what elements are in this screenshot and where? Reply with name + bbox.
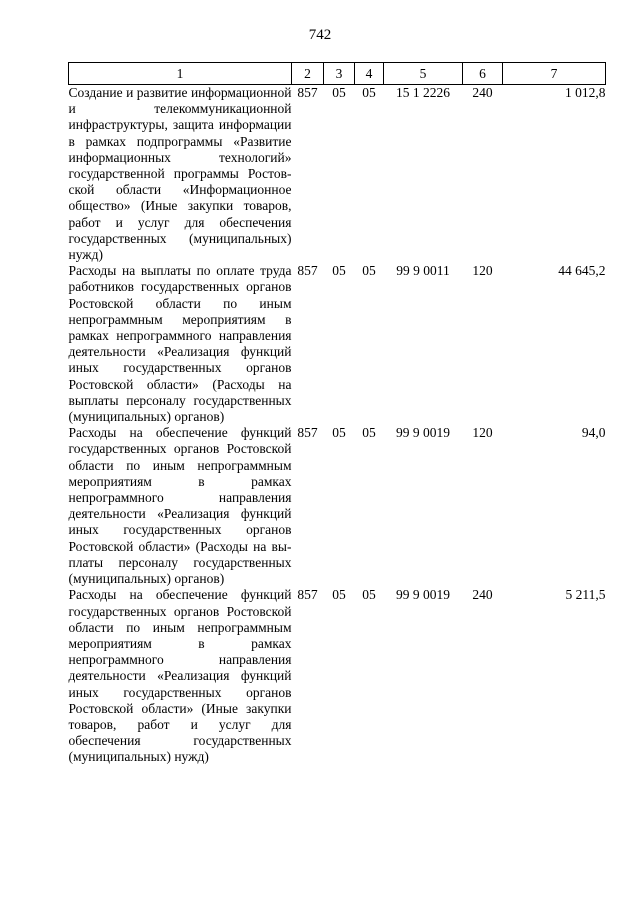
amount-value: 1 012,8 — [565, 85, 606, 100]
target-article-code: 99 9 0019 — [396, 425, 450, 441]
table-header-row — [69, 63, 606, 85]
section-code: 05 — [332, 263, 346, 279]
target-article-code: 15 1 2226 — [396, 85, 450, 100]
budget-table — [68, 62, 606, 766]
section-code: 05 — [332, 85, 346, 100]
ministry-code: 857 — [297, 85, 318, 100]
column-header-5: 5 — [384, 63, 463, 85]
subsection-code: 05 — [362, 85, 376, 100]
subsection-code: 05 — [362, 263, 376, 279]
page-number: 742 — [308, 27, 332, 43]
table-row — [69, 263, 606, 425]
table-row — [69, 85, 606, 264]
column-header-3: 3 — [324, 63, 355, 85]
expense-description: Создание и развитие информационной и телекоммуникационной инфраструктуры, защита информации в рамках подпрограммы «Развитие информационных технологий» государственной программы Ростовской области «Информационное общество» (Иные закупки товаров, работ и услуг для обеспечения государственных (муниципальных) нужд) — [68, 85, 292, 263]
section-code: 05 — [332, 425, 346, 441]
expense-type-code: 120 — [472, 263, 493, 279]
expense-type-code: 120 — [472, 425, 493, 441]
column-header-2: 2 — [292, 63, 324, 85]
ministry-code: 857 — [297, 425, 318, 441]
table-row — [69, 587, 606, 765]
expense-type-code: 240 — [472, 587, 493, 603]
target-article-code: 99 9 0019 — [396, 587, 450, 603]
amount-value: 44 645,2 — [558, 263, 606, 279]
subsection-code: 05 — [362, 425, 376, 441]
subsection-code: 05 — [362, 587, 376, 603]
section-code: 05 — [332, 587, 346, 603]
column-header-7: 7 — [503, 63, 606, 85]
amount-value: 94,0 — [581, 425, 606, 441]
expense-description: Расходы на обеспечение функций государственных органов Ростовской области по иным непрограммным мероприятиям в рамках непрограммного направления деятельности «Реализация функций иных государственных органов Ростовской области» (Расходы на выплаты персоналу государственных (муниципальных) органов) — [68, 425, 292, 587]
column-header-6: 6 — [463, 63, 503, 85]
expense-type-code: 240 — [472, 85, 493, 100]
column-header-4: 4 — [355, 63, 384, 85]
expense-description: Расходы на обеспечение функций государственных органов Ростовской области по иным непрограммным мероприятиям в рамках непрограммного направления деятельности «Реализация функций иных государственных органов Ростовской области» (Иные закупки товаров, работ и услуг для обеспечения государственных (муниципальных) нужд) — [68, 587, 292, 765]
amount-value: 5 211,5 — [565, 587, 606, 603]
expense-description: Расходы на выплаты по оплате труда работников государственных органов Ростовской области по иным непрограммным мероприятиям в рамках непрограммного направления деятельности «Реализация функций иных государственных органов Ростовской области» (Расходы на выплаты персоналу государственных (муниципальных) органов) — [68, 263, 292, 425]
column-header-1: 1 — [69, 63, 292, 85]
ministry-code: 857 — [297, 263, 318, 279]
target-article-code: 99 9 0011 — [396, 263, 450, 279]
table-row — [69, 425, 606, 587]
ministry-code: 857 — [297, 587, 318, 603]
